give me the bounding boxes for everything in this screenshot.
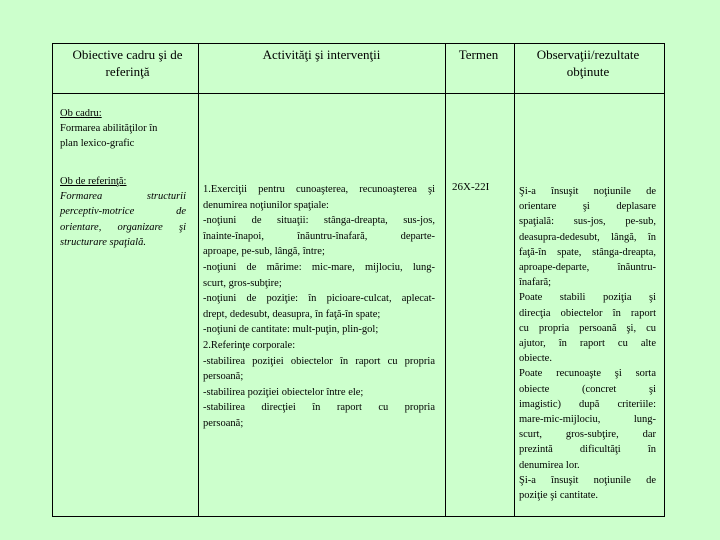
observation-line: înafară; [519, 277, 552, 289]
activity-line: -noţiuni de poziţie: în picioare-culcat, aplecat- [203, 293, 435, 305]
term-value [452, 180, 489, 195]
header-objectives-text: Obiective cadru şi de referinţă [72, 47, 183, 79]
ob-referinta-line: Formarea structurii [60, 191, 186, 203]
observation-line: scurt, gros-subţire, dar [519, 429, 656, 441]
activity-line: -stabilirea poziţiei obiectelor în raport cu propria [203, 355, 435, 367]
observation-line: ajutor, în raport cu alte [519, 338, 656, 350]
header-observations [518, 46, 658, 80]
observation-line: mare-mic-mijlociu, lung- [519, 414, 656, 426]
ob-cadru-label: Ob cadru: [60, 108, 102, 119]
observations-block [519, 184, 656, 503]
activity-line: înainte-înapoi, înăuntru-înafară, departe- [203, 230, 435, 242]
activity-line: -noţiuni de cantitate: mult-puţin, plin-gol; [203, 324, 379, 336]
observation-line: orientare şi deplasare [519, 201, 656, 213]
ob-referinta-line: perceptiv-motrice de [60, 206, 186, 218]
header-objectives [55, 46, 200, 80]
ob-cadru-line-1: Formarea abilităţilor în [60, 123, 158, 135]
observation-line: faţă-în spate, stânga-dreapta, [519, 246, 656, 258]
ob-cadru-line-2: plan lexico-grafic [60, 138, 135, 150]
activity-line: -stabilirea direcţiei în raport cu propria [203, 402, 435, 414]
observation-line: poziţie şi cantitate. [519, 490, 599, 502]
activities-block [203, 182, 435, 432]
activity-line: 1.Exerciţii pentru cunoaşterea, recunoaşterea şi [203, 184, 435, 195]
activity-line: aproape, pe-sub, lângă, între; [203, 246, 325, 258]
observation-line: obiecte. [519, 353, 552, 365]
header-observations-text: Observaţii/rezultate obţinute [536, 47, 640, 79]
observation-line: Şi-a însuşit noţiunile de [519, 186, 656, 197]
observation-line: cu propria persoană şi, cu [519, 322, 656, 334]
header-term [444, 46, 513, 63]
observation-line: deasupra-dedesubt, lângă, în [519, 231, 656, 243]
observation-line: Şi-a însuşit noţiunile de [519, 474, 656, 486]
header-divider [53, 93, 664, 94]
observation-line: spaţială: sus-jos, pe-sub, [519, 216, 656, 228]
activity-line: drept, dedesubt, deasupra, în faţă-în spate; [203, 308, 381, 320]
activity-line: persoană; [203, 371, 244, 383]
term-text: 26X-22I [452, 181, 490, 193]
header-activities [198, 46, 445, 63]
ob-referinta-label: Ob de referinţă: [60, 176, 127, 187]
activity-line: scurt, gros-subţire; [203, 277, 282, 289]
observation-line: prezintă dificultăţi în [519, 444, 656, 456]
observation-line: obiecte (concret şi [519, 383, 656, 395]
activity-line: denumirea noţiunilor spaţiale: [203, 199, 329, 211]
col-divider-3 [514, 44, 515, 516]
header-activities-text: Activităţi şi intervenţii [262, 47, 381, 62]
activity-line: -noţiuni de mărime: mic-mare, mijlociu, lung- [203, 261, 435, 273]
observation-line: imagistic) după criteriile: [519, 398, 656, 410]
ob-referinta-block [60, 174, 186, 250]
observation-line: denumirea lor. [519, 459, 580, 471]
header-term-text: Termen [458, 47, 499, 62]
observation-line: direcţia obiectelor în raport [519, 307, 656, 319]
observation-line: Poate recunoaşte şi sorta [519, 368, 656, 380]
activity-line: -stabilirea poziţiei obiectelor între ele; [203, 386, 364, 398]
ob-referinta-line: structurare spaţială. [60, 236, 146, 248]
col-divider-2 [445, 44, 446, 516]
ob-cadru-block [60, 106, 300, 152]
activity-line: -noţiuni de situaţii: stânga-dreapta, sus-jos, [203, 215, 435, 227]
observation-line: aproape-departe, înăuntru- [519, 262, 656, 274]
activity-line: persoană; [203, 417, 244, 429]
activity-line: 2.Referinţe corporale: [203, 339, 296, 351]
ob-referinta-line: orientare, organizare şi [60, 221, 186, 233]
observation-line: Poate stabili poziţia şi [519, 292, 656, 304]
